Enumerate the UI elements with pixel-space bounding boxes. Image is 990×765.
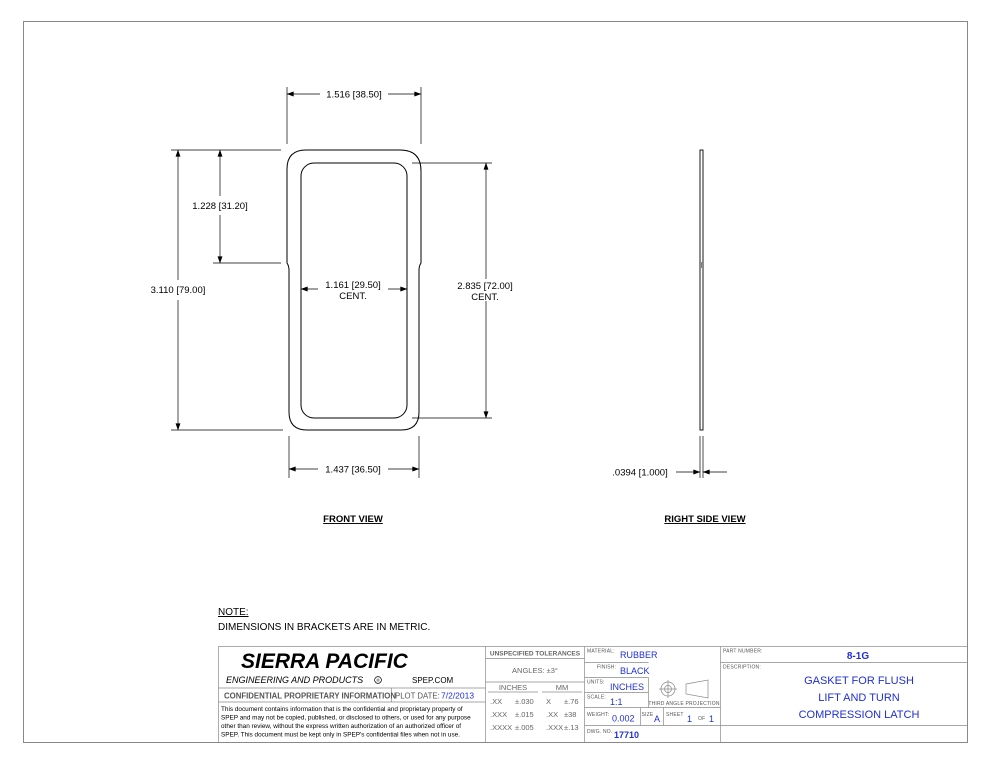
disclaimer-line-2: SPEP and may not be copied, published, or disclosed to others, or used for any purpose	[221, 714, 471, 722]
tol-inch-row-3-key: .XXXX	[490, 723, 513, 732]
description-line-3: COMPRESSION LATCH	[798, 709, 920, 721]
plot-date-value: 7/2/2013	[441, 690, 475, 701]
material-label: MATERIAL:	[587, 648, 615, 655]
tol-mm-row-1-val: ±.76	[564, 697, 579, 706]
sheet-border	[24, 22, 968, 743]
weight-value: 0.002	[612, 713, 635, 724]
company-name: SIERRA PACIFIC	[241, 650, 408, 673]
sheet-label: SHEET	[666, 712, 684, 718]
company-website: SPEP.COM	[412, 676, 454, 685]
material-value: RUBBER	[620, 650, 658, 660]
registered-mark: ®	[376, 678, 380, 683]
dim-inner-width-note: CENT.	[339, 291, 367, 302]
plot-date-label: PLOT DATE:	[395, 691, 440, 701]
finish-label: FINISH:	[597, 664, 617, 671]
tol-mm-row-2-key: .XX	[546, 710, 559, 719]
scale-value: 1:1	[610, 697, 623, 707]
of-label: OF	[698, 716, 706, 722]
sheet-total-value: 1	[709, 714, 715, 724]
size-value: A	[654, 714, 661, 724]
note-heading: NOTE:	[218, 607, 249, 618]
units-value: INCHES	[610, 682, 645, 692]
dim-inner-width: 1.161 [29.50]	[325, 280, 381, 291]
company-block	[221, 650, 474, 739]
note-text: DIMENSIONS IN BRACKETS ARE IN METRIC.	[218, 622, 431, 633]
tol-mm-row-2-val: ±38	[564, 710, 577, 719]
side-view-profile	[700, 150, 703, 430]
front-view-title: FRONT VIEW	[323, 514, 383, 525]
tol-inch-row-1-val: ±.030	[515, 697, 534, 706]
dim-upper-height: 1.228 [31.20]	[192, 201, 248, 212]
dim-thickness: .0394 [1.000]	[612, 467, 668, 479]
weight-label: WEIGHT:	[587, 712, 610, 718]
dim-total-height: 3.110 [79.00]	[150, 285, 206, 296]
scale-label: SCALE:	[587, 694, 606, 701]
tol-inch-row-2-val: ±.015	[515, 710, 534, 719]
tol-inch-row-2-key: .XXX	[490, 710, 508, 719]
tol-mm-row-3-val: ±.13	[564, 723, 579, 732]
part-number-value: 8-1G	[846, 651, 870, 662]
part-number-label: PART NUMBER:	[723, 648, 763, 655]
third-angle-projection-icon	[659, 680, 708, 698]
tolerance-angles: ANGLES: ±3°	[512, 666, 558, 675]
dwg-no-label: DWG. NO.	[587, 729, 613, 735]
tolerance-inches-label: INCHES	[498, 683, 528, 692]
units-label: UNITS:	[587, 679, 605, 686]
sheet-value: 1	[687, 714, 693, 724]
tolerance-mm-label: MM	[555, 683, 569, 692]
dim-bottom-width: 1.437 [36.50]	[325, 464, 381, 476]
tol-mm-row-3-key: .XXX	[546, 723, 564, 732]
side-view	[676, 150, 727, 478]
finish-value: BLACK	[620, 666, 650, 676]
description-line-1: GASKET FOR FLUSH	[804, 675, 914, 687]
disclaimer-line-3: other than review, without the express written authorization of an authorized officer of	[221, 723, 462, 730]
tol-inch-row-3-val: ±.005	[515, 723, 534, 732]
tol-mm-row-1-key: X	[546, 697, 552, 706]
description-label: DESCRIPTION:	[723, 664, 761, 671]
part-block	[723, 649, 919, 722]
description-line-2: LIFT AND TURN	[818, 692, 900, 704]
dim-inner-height-note: CENT.	[471, 292, 499, 303]
tol-inch-row-1-key: .XX	[490, 697, 503, 706]
dwg-no-value: 17710	[614, 730, 640, 740]
tolerance-heading: UNSPECIFIED TOLERANCES	[489, 650, 581, 658]
tolerance-block	[490, 651, 581, 733]
side-view-title: RIGHT SIDE VIEW	[664, 514, 746, 525]
dim-inner-height: 2.835 [72.00]	[457, 281, 513, 292]
disclaimer-line-1: This document contains information that is the confidential and proprietary property of	[221, 706, 463, 713]
dim-top-width: 1.516 [38.50]	[326, 89, 382, 101]
disclaimer-line-4: SPEP. This document must be kept only in SPEP's confidential files when not in use.	[221, 731, 460, 739]
confidential-label: CONFIDENTIAL PROPRIETARY INFORMATION	[224, 691, 396, 701]
projection-label: THIRD ANGLE PROJECTION	[648, 701, 720, 707]
company-tagline: ENGINEERING AND PRODUCTS	[226, 675, 364, 685]
size-label: SIZE	[641, 712, 654, 718]
